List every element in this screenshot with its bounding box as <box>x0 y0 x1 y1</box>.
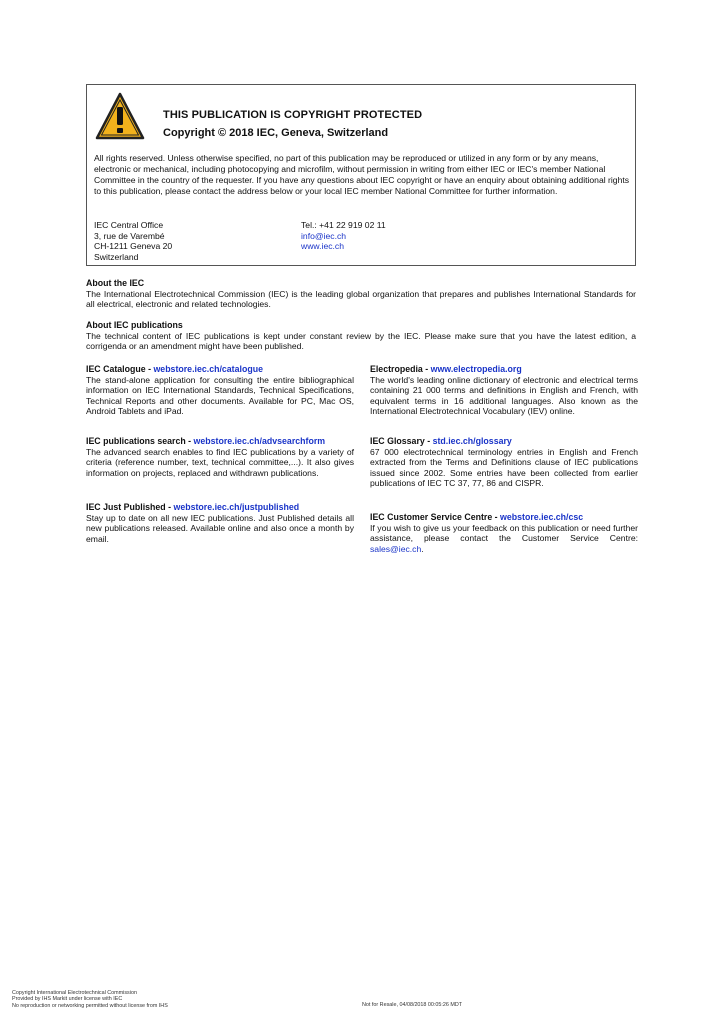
entry-text: Stay up to date on all new IEC publications. Just Published details all new publications released. Available online and also once a month by email. <box>86 512 354 544</box>
copyright-body: All rights reserved. Unless otherwise specified, no part of this publication may be reproduced or utilized in any form or by any means, electronic or mechanical, including photocopying and microfilm, without permission in writing from either IEC or IEC's member National Committee in the country of the requester. If you have any questions about IEC copyright or have an enquiry about obtaining additional rights to this publication, please contact the address below or your local IEC member National Committee for further information. <box>94 153 630 196</box>
telephone: Tel.: +41 22 919 02 11 <box>301 220 386 230</box>
entry-iec-glossary <box>370 436 638 489</box>
footer-line: Copyright International Electrotechnical Commission <box>12 990 137 996</box>
entry-title <box>370 512 638 523</box>
entry-publications-search <box>86 436 354 478</box>
warning-icon <box>95 91 145 141</box>
glossary-link[interactable]: std.iec.ch/glossary <box>432 436 512 446</box>
section-text: The International Electrotechnical Commission (IEC) is the leading global organization that prepares and publishes International Standards for all electrical, electronic and related technologies. <box>86 288 636 309</box>
entry-title <box>86 502 354 513</box>
address-line: CH-1211 Geneva 20 <box>94 241 173 251</box>
resale-footer: Not for Resale, 04/08/2018 00:05:26 MDT <box>362 1002 463 1008</box>
sales-email-link[interactable]: sales@iec.ch <box>370 543 422 554</box>
entry-title-text: IEC Catalogue - <box>86 364 154 374</box>
entry-text: 67 000 electrotechnical terminology entries in English and French extracted from the Terms and Definitions clause of IEC publications issued since 2002. Some entries have been collected from earlier publications of IEC TC 37, 77, 86 and CISPR. <box>370 446 638 488</box>
justpublished-link[interactable]: webstore.iec.ch/justpublished <box>173 502 300 512</box>
address-block <box>94 220 172 262</box>
entry-title-text: Electropedia - <box>370 364 431 374</box>
license-footer <box>12 990 168 1009</box>
entry-electropedia <box>370 364 638 417</box>
website-link[interactable]: www.iec.ch <box>301 241 344 251</box>
entry-text <box>370 523 638 555</box>
entry-title-text: IEC publications search - <box>86 436 194 446</box>
entry-text: The advanced search enables to find IEC publications by a variety of criteria (reference number, text, technical committee,...). It also gives information on projects, replaced and withdrawn publications. <box>86 446 354 478</box>
entry-text: The stand-alone application for consulting the entire bibliographical information on IEC International Standards, Technical Specifications, Technical Reports and other documents. Available for PC, Mac OS, Android Tablets and iPad. <box>86 374 354 416</box>
entry-text: The world's leading online dictionary of electronic and electrical terms containing 21 000 terms and definitions in English and French, with equivalent terms in 16 additional languages. Also known as the International Electrotechnical Vocabulary (IEV) online. <box>370 374 638 416</box>
advsearch-link[interactable]: webstore.iec.ch/advsearchform <box>193 436 326 446</box>
entry-title-text: IEC Glossary - <box>370 436 433 446</box>
email-link[interactable]: info@iec.ch <box>301 230 347 241</box>
section-heading: About the IEC <box>86 278 145 288</box>
catalogue-link[interactable]: webstore.iec.ch/catalogue <box>153 364 263 374</box>
copyright-subtitle: Copyright © 2018 IEC, Geneva, Switzerland <box>163 127 389 139</box>
copyright-notice-box <box>86 84 636 266</box>
footer-line: Provided by IHS Markit under license with IEC <box>12 996 123 1003</box>
entry-title <box>370 364 638 375</box>
footer-line: No reproduction or networking permitted without license from IHS <box>12 1002 168 1009</box>
entry-title <box>370 436 638 447</box>
about-iec-section <box>86 278 636 310</box>
copyright-title: THIS PUBLICATION IS COPYRIGHT PROTECTED <box>163 109 423 121</box>
contact-block <box>301 220 386 252</box>
section-heading: About IEC publications <box>86 320 183 330</box>
entry-just-published <box>86 502 354 544</box>
entry-customer-service <box>370 512 638 554</box>
entry-iec-catalogue <box>86 364 354 417</box>
entry-title-text: IEC Customer Service Centre - <box>370 512 501 522</box>
csc-link[interactable]: webstore.iec.ch/csc <box>500 512 584 522</box>
about-publications-section <box>86 320 636 352</box>
address-line: 3, rue de Varembé <box>94 230 165 241</box>
address-line: IEC Central Office <box>94 220 164 230</box>
entry-text-body: If you wish to give us your feedback on this publication or need further assistance, please contact the Customer Service Centre: <box>370 522 638 543</box>
entry-title-text: IEC Just Published - <box>86 502 174 512</box>
entry-text-suffix: . <box>421 543 424 554</box>
section-text: The technical content of IEC publications is kept under constant review by the IEC. Please make sure that you have the latest edition, a corrigenda or an amendment might have been published. <box>86 330 636 351</box>
entry-title <box>86 364 354 375</box>
address-line: Switzerland <box>94 251 139 262</box>
entry-title <box>86 436 354 447</box>
electropedia-link[interactable]: www.electropedia.org <box>430 364 522 374</box>
